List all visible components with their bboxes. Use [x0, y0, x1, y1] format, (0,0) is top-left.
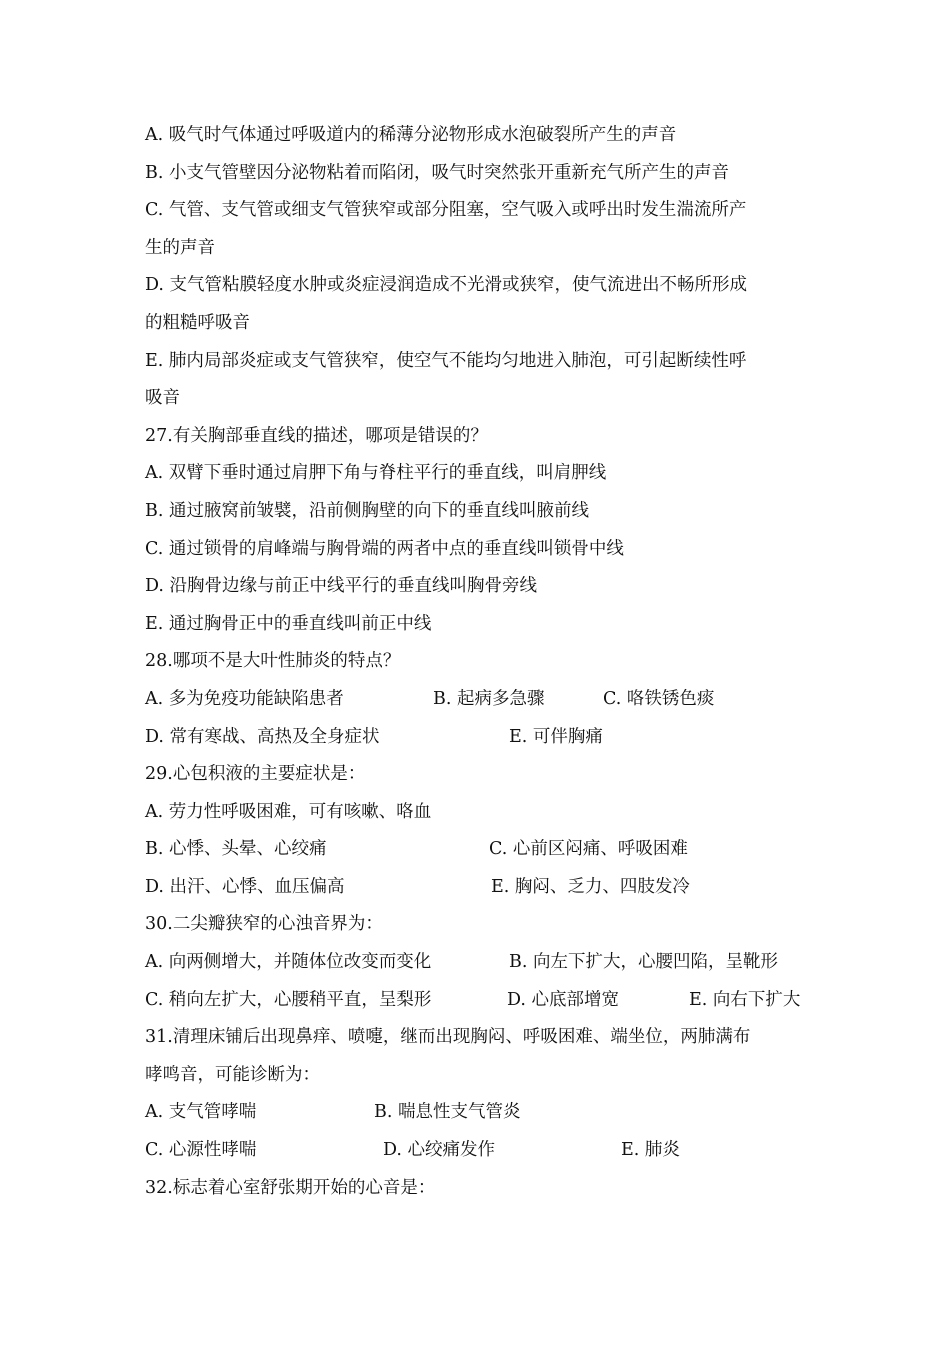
option-e: E. 肺炎: [621, 1140, 680, 1161]
option-d: D. 心底部增宽: [507, 989, 620, 1010]
option-d: D. 常有寒战、高热及全身症状: [145, 726, 380, 747]
option-line: [145, 493, 815, 531]
question-text: [145, 117, 815, 1207]
option-line: [145, 794, 815, 832]
text-line: C. 通过锁骨的肩峰端与胸骨端的两者中点的垂直线叫锁骨中线: [145, 538, 624, 559]
question-stem: 31.清理床铺后出现鼻痒、喷嚏，继而出现胸闷、呼吸困难、端坐位，两肺满布: [145, 1027, 751, 1048]
option-row: [145, 681, 815, 719]
option-line: [145, 192, 815, 230]
text-line: A. 双臂下垂时通过肩胛下角与脊柱平行的垂直线，叫肩胛线: [145, 463, 607, 484]
option-line-continued: [145, 305, 815, 343]
question-stem: 28.哪项不是大叶性肺炎的特点？: [145, 651, 401, 672]
option-c: C. 稍向左扩大，心腰稍平直，呈梨形: [145, 989, 432, 1010]
option-row: [145, 719, 815, 757]
option-line: [145, 455, 815, 493]
text-line: 生的声音: [145, 237, 215, 258]
option-line: [145, 531, 815, 569]
option-b: B. 向左下扩大，心腰凹陷，呈靴形: [509, 952, 778, 973]
option-line: [145, 267, 815, 305]
question-31: [145, 1019, 815, 1057]
option-d: D. 心绞痛发作: [383, 1140, 496, 1161]
text-line: 哮鸣音，可能诊断为：: [145, 1064, 320, 1085]
option-row: [145, 982, 815, 1020]
question-stem: 32.标志着心室舒张期开始的心音是：: [145, 1177, 436, 1198]
question-32: [145, 1170, 815, 1208]
question-30: [145, 906, 815, 944]
option-line: [145, 155, 815, 193]
text-line: A. 吸气时气体通过呼吸道内的稀薄分泌物形成水泡破裂所产生的声音: [145, 125, 677, 145]
question-28: [145, 643, 815, 681]
option-row: [145, 1094, 815, 1132]
option-row: [145, 1132, 815, 1170]
question-stem-continued: [145, 1057, 815, 1095]
option-c: C. 咯铁锈色痰: [603, 688, 715, 709]
option-e: E. 可伴胸痛: [509, 726, 603, 747]
question-27: [145, 418, 815, 456]
option-line: [145, 606, 815, 644]
option-line-continued: [145, 380, 815, 418]
option-a: A. 多为免疫功能缺陷患者: [145, 688, 344, 709]
option-e: E. 向右下扩大: [689, 989, 801, 1010]
text-line: C. 气管、支气管或细支气管狭窄或部分阻塞，空气吸入或呼出时发生湍流所产: [145, 200, 747, 221]
option-c: C. 心前区闷痛、呼吸困难: [489, 839, 688, 860]
question-stem: 30.二尖瓣狭窄的心浊音界为：: [145, 914, 383, 935]
question-stem: 27.有关胸部垂直线的描述，哪项是错误的？: [145, 425, 488, 446]
text-line: E. 肺内局部炎症或支气管狭窄，使空气不能均匀地进入肺泡，可引起断续性呼: [145, 350, 747, 371]
option-row: [145, 944, 815, 982]
option-line-continued: [145, 230, 815, 268]
option-row: [145, 869, 815, 907]
text-line: 的粗糙呼吸音: [145, 312, 250, 333]
text-line: D. 支气管粘膜轻度水肿或炎症浸润造成不光滑或狭窄，使气流进出不畅所形成: [145, 275, 748, 296]
option-d: D. 出汗、心悸、血压偏高: [145, 876, 345, 897]
option-line: [145, 343, 815, 381]
text-line: B. 小支气管壁因分泌物粘着而陷闭，吸气时突然张开重新充气所产生的声音: [145, 162, 729, 183]
option-row: [145, 831, 815, 869]
option-b: B. 喘息性支气管炎: [374, 1102, 521, 1123]
text-line: B. 通过腋窝前皱襞，沿前侧胸壁的向下的垂直线叫腋前线: [145, 500, 589, 521]
option-c: C. 心源性哮喘: [145, 1140, 257, 1161]
text-line: 吸音: [145, 388, 180, 409]
option-line: [145, 117, 815, 155]
question-stem: 29.心包积液的主要症状是：: [145, 764, 366, 785]
text-line: D. 沿胸骨边缘与前正中线平行的垂直线叫胸骨旁线: [145, 576, 538, 597]
option-b: B. 起病多急骤: [433, 688, 545, 709]
option-line: [145, 568, 815, 606]
option-a: A. 劳力性呼吸困难，可有咳嗽、咯血: [145, 801, 432, 822]
text-line: E. 通过胸骨正中的垂直线叫前正中线: [145, 613, 432, 634]
option-a: A. 支气管哮喘: [145, 1102, 257, 1123]
option-e: E. 胸闷、乏力、四肢发冷: [491, 876, 690, 897]
question-29: [145, 756, 815, 794]
option-b: B. 心悸、头晕、心绞痛: [145, 839, 327, 860]
option-a: A. 向两侧增大，并随体位改变而变化: [145, 952, 432, 973]
